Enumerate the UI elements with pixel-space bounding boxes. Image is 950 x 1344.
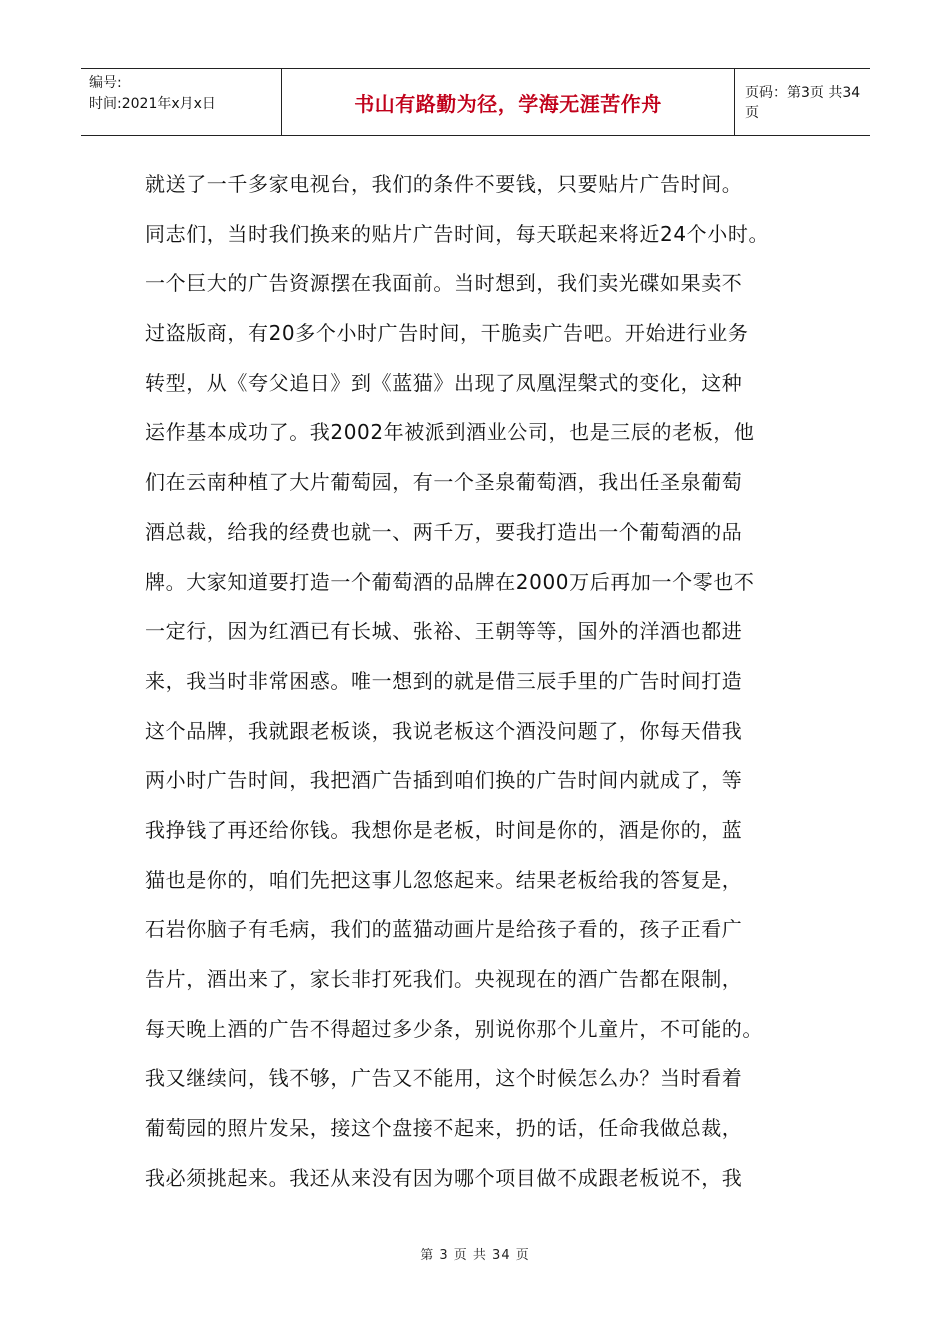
body-line: 酒总裁，给我的经费也就一、两千万，要我打造出一个葡萄酒的品: [145, 519, 743, 544]
time-label: 时间:2021年x月x日: [89, 96, 216, 112]
page-footer: 第 3 页 共 34 页: [420, 1248, 530, 1263]
body-line: 我挣钱了再还给你钱。我想你是老板，时间是你的，酒是你的，蓝: [145, 817, 743, 842]
body-line: 每天晚上酒的广告不得超过多少条，别说你那个儿童片，不可能的。: [145, 1016, 763, 1041]
header-page-info-cell: [735, 69, 870, 135]
body-line: 牌。大家知道要打造一个葡萄酒的品牌在2000万后再加一个零也不: [145, 569, 755, 594]
body-line: 转型，从《夸父追日》到《蓝猫》出现了凤凰涅槃式的变化，这种: [145, 370, 743, 395]
document-header: [81, 68, 870, 136]
body-line: 就送了一千多家电视台，我们的条件不要钱，只要贴片广告时间。: [145, 172, 743, 196]
body-line: 们在云南种植了大片葡萄园，有一个圣泉葡萄酒，我出任圣泉葡萄: [145, 470, 743, 495]
body-line: 两小时广告时间，我把酒广告插到咱们换的广告时间内就成了，等: [145, 768, 743, 793]
body-line: 运作基本成功了。我2002年被派到酒业公司，也是三辰的老板，他: [145, 420, 755, 445]
page-info: 页码：第3页 共34页: [745, 85, 861, 121]
body-line: 石岩你脑子有毛病，我们的蓝猫动画片是给孩子看的，孩子正看广: [145, 917, 743, 942]
body-line: 猫也是你的，咱们先把这事儿忽悠起来。结果老板给我的答复是，: [145, 867, 743, 892]
body-line: 告片，酒出来了，家长非打死我们。央视现在的酒广告都在限制，: [145, 967, 743, 991]
body-line: 同志们，当时我们换来的贴片广告时间，每天联起来将近24个小时。: [145, 221, 770, 246]
body-line: 葡萄园的照片发呆，接这个盘接不起来，扔的话，任命我做总裁，: [145, 1116, 743, 1141]
body-line: 一定行，因为红酒已有长城、张裕、王朝等等，国外的洋酒也都进: [145, 619, 743, 644]
header-meta: [81, 69, 281, 135]
body-line: 我必须挑起来。我还从来没有因为哪个项目做不成跟老板说不，我: [145, 1165, 743, 1190]
body-text: [145, 160, 825, 1203]
motto-text: 书山有路勤为径，学海无涯苦作舟: [354, 91, 662, 116]
header-motto-cell: [281, 69, 735, 135]
body-line: 一个巨大的广告资源摆在我面前。当时想到，我们卖光碟如果卖不: [145, 271, 743, 296]
body-line: 来，我当时非常困惑。唯一想到的就是借三辰手里的广告时间打造: [145, 668, 743, 693]
body-line: 过盗版商，有20多个小时广告时间，干脆卖广告吧。开始进行业务: [145, 321, 749, 346]
body-line: 这个品牌，我就跟老板谈，我说老板这个酒没问题了，你每天借我: [145, 718, 743, 743]
body-line: 我又继续问，钱不够，广告又不能用，这个时候怎么办？当时看着: [145, 1066, 743, 1091]
number-label: 编号:: [89, 75, 122, 91]
